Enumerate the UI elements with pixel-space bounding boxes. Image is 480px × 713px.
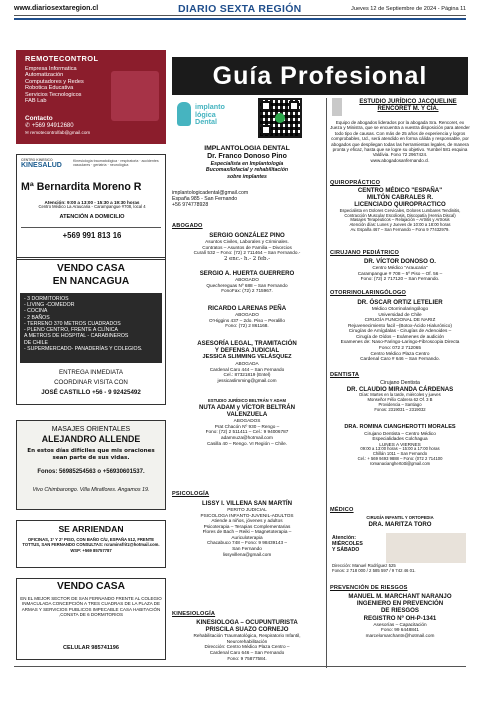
listing-asesoria xyxy=(172,340,322,383)
listing-name: MILTÓN CABRALES R. xyxy=(366,194,434,202)
ad-contact: JOSÉ CASTILLO +56 - 9 92425492 xyxy=(41,389,141,396)
logo-small: CENTRO KINESICO xyxy=(21,158,53,162)
remotecontrol-logo: REMOTECONTROL xyxy=(25,54,99,63)
listing-line: Cirugía de Oídos – Exámenes de audición xyxy=(355,333,445,339)
listing-line: Neurorehabilitación xyxy=(226,638,268,644)
listing-line: marcelomarchantn@hotmail.com xyxy=(365,632,435,638)
listing-beltran-adam xyxy=(172,399,322,446)
listing-donoso xyxy=(330,258,470,282)
listing-letelier xyxy=(330,299,470,362)
listing-line: Carampangue # 708 – 5º Piso – Of. 56 – xyxy=(357,270,443,276)
section-header-prevencion: PREVENCIÓN DE RIESGOS xyxy=(330,585,408,591)
section-header-psicologia: PSICOLOGÍA xyxy=(172,491,210,497)
section-header-kinesiologia: KINESIOLOGÍA xyxy=(172,611,216,617)
site-url: www.diariosextaregion.cl xyxy=(14,5,99,12)
listing-line: Centro Médico "Araucaria" xyxy=(372,265,428,271)
listing-line: Cirugías de Amígdalas - Cirugías de Adenoides – xyxy=(348,328,452,334)
phone: +569 94912680 xyxy=(31,122,74,129)
listing-line: lissyvillena@gmail.com xyxy=(222,551,272,557)
listing-line: adamnuza@hotmail.com xyxy=(221,434,273,440)
mail-icon: ✉ xyxy=(25,129,31,135)
listing-line: Masajes Terapéuticos – Relajación – Artritis y Artrosis xyxy=(350,217,450,223)
listing-name: KINESIOLOGA – OCUPUNTURISTA xyxy=(196,619,298,626)
section-header-dentista: DENTISTA xyxy=(330,372,360,378)
address: España 985 - San Fernando xyxy=(172,196,238,203)
listing-line: Dirección: Manuel Rodríguez 525 xyxy=(332,563,396,568)
listing-name: Y DEFENSA JUDICIAL xyxy=(214,347,280,355)
card-line: sobre implantes xyxy=(227,173,267,180)
robot-image xyxy=(111,71,159,121)
listing-line: Universidad de Chile xyxy=(378,311,422,317)
listing-name: DR. CLAUDIO MIRANDA CÁRDENAS xyxy=(346,386,454,394)
listing-line: jessicaslimming@gmail.com xyxy=(217,377,277,383)
listing-line: Cardenal Caro 444 – San Fernando xyxy=(209,366,285,372)
kinesalud-phone: +569 991 813 16 xyxy=(62,231,122,240)
whatsapp-icon: ✆ xyxy=(25,122,32,129)
listing-line: Cirujano Dentista – Centro Médico xyxy=(364,430,436,436)
ad-title: ALEJANDRO ALLENDE xyxy=(41,434,141,444)
listing-morales xyxy=(330,424,470,467)
listing-line: Examenes de: Naso-Faringo-Laringo-Fibroscopia Directa xyxy=(340,339,460,345)
card-line: Especialista en Implantología xyxy=(210,161,284,168)
listing-line: romanacianghertotti@gmail.com xyxy=(369,461,431,467)
implanto-logo xyxy=(173,98,239,142)
listing-name: REGISTRO Nº OH-P-1341 xyxy=(363,614,437,622)
listing-name: DE RIESGOS xyxy=(381,607,419,615)
listing-line: Fono: 9 75877584. xyxy=(227,655,267,661)
listing-line: Chacabuco 748 – Fono: 9 98439143 – xyxy=(206,540,287,546)
listing-line: Flores de Bach – Reiki – Magnetoterapia – xyxy=(202,529,292,535)
listing-line: ABOGADO xyxy=(235,312,259,318)
listing-line: FonoFax: (72) 2 715967. xyxy=(221,288,273,294)
footer-divider xyxy=(14,666,466,667)
section-header-cirujano: CIRUJANO PEDIÁTRICO xyxy=(330,250,400,256)
listing-gonzalez xyxy=(172,232,322,262)
listing-line: Y SÁBADO xyxy=(332,547,360,554)
qr-corner xyxy=(289,101,299,111)
divider xyxy=(21,227,161,228)
kinesalud-name: Mª Bernardita Moreno R xyxy=(21,181,142,193)
email: implantologicadental@gmail.com xyxy=(172,190,249,196)
address: Centro Médico La Araucaria - Carampangue #708, local 4 xyxy=(38,204,146,210)
card-line: Bucomaxilofacial y rehabilitación xyxy=(205,167,289,174)
listing-name: DRA. MARITZA TORO xyxy=(368,520,432,528)
feature: - 3 DORMITORIOS xyxy=(24,296,69,302)
ad-body: OFICINAS, 1º Y 2º PISO, CON BAÑO C/U, ESPAÑA 512, FRENTE TOTTUS, SAN FERNANDO CONSULTAS: rcraminsfritz@hotmail.com. WSP: +569 85757787 xyxy=(22,537,160,553)
listing-line: Chillán 1011 – San Fernando xyxy=(372,451,428,457)
ad-body: En estos días difíciles que mis oraciones sean parte de sus vidas. xyxy=(27,448,155,461)
listing-line: Providencia – Santiago xyxy=(378,402,422,408)
service-line: Robotica Educativa xyxy=(25,85,74,92)
listing-line: ABOGADA xyxy=(235,360,259,366)
ad-vendo-casa-nancagua xyxy=(16,257,166,405)
listing-name: DR. VÍCTOR DONOSO O. xyxy=(363,258,436,265)
listing-line: Fono: (72) 2 861168. xyxy=(225,323,269,329)
listing-line: Cardenal Caro # 646 – San Fernando. xyxy=(360,356,440,362)
home-visits: ATENCIÓN A DOMICILIO xyxy=(59,214,125,220)
kinesalud-info xyxy=(21,200,163,210)
listing-jacqueline xyxy=(330,120,470,163)
feature: - PLENO CENTRO, FRENTE A CLÍNICA xyxy=(24,327,118,334)
phone-row xyxy=(25,123,90,130)
header-divider-blue xyxy=(14,18,466,20)
listing-line: Atiende a niños, jóvenes y adultos xyxy=(211,518,283,524)
listing-body: Equipo de abogados liderados por la abogada Sra. Rencoret, ex Jueza y Ministra, que se encuentra a vuestra disposición para atender todo tipo de causas. Con más de 25 años de experiencia y logros comprobables, Ud., será atendido en forma cálida y responsable, por abogados que despliegan todas las herramientas legales, de manera pronta y eficaz, hasta que se logre su objetivo. Yumbel 581 esquina Valdivia. Fono 72 2967424. xyxy=(330,120,470,158)
ad-phone: CELULAR 985741196 xyxy=(63,645,119,651)
ad-se-arriendan xyxy=(16,520,166,568)
feature: - 2 BAÑOS xyxy=(24,314,50,321)
listing-name: VALENZUELA xyxy=(226,411,268,419)
section-header-otorrino: OTORRINOLARINGÓLOGO xyxy=(330,290,407,296)
date-page: Jueves 12 de Septiembre de 2024 - Página 11 xyxy=(351,6,466,12)
feature: - LIVING -COMEDOR xyxy=(24,302,75,309)
card-title: IMPLANTOLOGIA DENTAL xyxy=(204,145,290,152)
listing-line: Dirección: Centro Médico Plaza Centro – xyxy=(204,644,290,650)
feature: - COCINA xyxy=(24,308,48,315)
service-line: Automatización xyxy=(25,72,64,79)
listing-line: ABOGADO xyxy=(235,277,259,283)
service-line: FAB Lab xyxy=(25,98,47,105)
listing-line: Especialidades Colchagua xyxy=(372,436,428,442)
listing-name: DRA. ROMINA CIANGHEROTTI MORALES xyxy=(344,424,456,430)
section-header-abogado: ABOGADO xyxy=(172,223,203,229)
listing-line: Contratos – Asuntos de Familia – Divorcios xyxy=(202,244,292,250)
service-line: Empresa Informatica xyxy=(25,66,77,72)
qr-corner xyxy=(261,125,271,135)
listing-line: O'Higgins 437 – 2do. Piso – Peralillo xyxy=(209,317,285,323)
features-box xyxy=(20,293,162,363)
listing-line: Curalí 532 – Fono: (72) 2 711464 – San Fernando.- xyxy=(193,250,301,256)
feature: - TERRENO 370 METROS CUADRADOS xyxy=(24,320,121,327)
whatsapp-icon xyxy=(275,113,285,123)
listing-name: SERGIO A. HUERTA GUERRERO xyxy=(199,270,295,277)
listing-name: MANUEL M. MARCHANT NARANJO xyxy=(348,593,452,600)
listing-line: Av. España 467 – San Fernando – Fono 9 77432979. xyxy=(350,227,450,233)
phone: +56 974778928 xyxy=(172,202,209,209)
listing-line: Fono: (72) 2 717120 – San Fernando. xyxy=(360,276,440,282)
listing-name: LICENCIADO QUIROPRACTICO xyxy=(354,201,446,209)
ad-phones: Fonos: 56985254563 o +56930601537. xyxy=(37,469,145,475)
listing-line: Atención días: Lunes y Jueves de 10:00 a 18:00 horas xyxy=(349,222,451,228)
listing-line: Cardenal Caro 646 – San Fernando xyxy=(209,650,285,656)
ad-remotecontrol xyxy=(16,50,166,144)
listing-huerta xyxy=(172,270,322,294)
section-header-quiropractico: QUIROPRÁCTICO xyxy=(330,180,381,186)
listing-name: RICARDO LARENAS PEÑA xyxy=(207,305,287,312)
listing-line: Fono: 99 6448841 xyxy=(380,627,420,633)
listing-title: ESTUDIO JURÍDICO JACQUELINE RENCORET M. Y CÍA. xyxy=(359,99,457,112)
listing-line: Fonos: 2 718 000 / 2 585 597 / 9 742 46 01. xyxy=(332,568,416,574)
listing-name: NUTA ADAM y VÍCTOR BELTRÁN xyxy=(198,403,296,411)
ad-title: VENDO CASA xyxy=(57,581,125,592)
implanto-card xyxy=(172,145,322,180)
listing-toro-address xyxy=(332,563,472,573)
listing-line: Cel.: + 569 9493 9888 – Fono: (072 2 714100 xyxy=(357,456,443,462)
newspaper-name: DIARIO SEXTA REGIÓN xyxy=(178,3,302,15)
kinesalud-subtitle: Kinesiología traumatológica · respiratoria · accidentes vasculares · geriatría · neurológica xyxy=(73,159,159,168)
listing-espana xyxy=(330,187,470,233)
listing-line: Fono: (72) 2 511411 – Cel.: 9 94006787 xyxy=(205,429,289,435)
listing-line: 2 enc.- h.- 2 feb.- xyxy=(223,255,271,262)
listing-name: INGENIERO EN PREVENCIÓN xyxy=(356,600,444,608)
qr-corner xyxy=(261,101,271,111)
logo-word: implanto xyxy=(195,102,225,111)
listing-line: MIÉRCOLES xyxy=(332,541,363,548)
listing-line: Prat Chacón Nº 930 – Rengo – xyxy=(214,423,280,429)
listing-toro xyxy=(330,516,470,528)
listing-line: Cel.: 87321819 (Entel) xyxy=(223,372,271,378)
listing-line: Cirujano Dentista xyxy=(380,380,420,386)
ad-footer: COORDINAR VISITA CON xyxy=(54,379,128,386)
listing-name: JESSICA SLIMMING VELÁSQUEZ xyxy=(202,354,292,361)
listing-larenas xyxy=(172,305,322,329)
email-row xyxy=(25,130,90,135)
listing-line: 09:00 a 13:00 horas – 15:00 a 17:00 horas xyxy=(360,446,440,452)
ad-vendo-casa-san-fernando xyxy=(16,578,166,660)
listing-name: DR. ÓSCAR ORTIZ LETELIER xyxy=(357,299,443,306)
remotecontrol-services xyxy=(25,66,84,105)
lawyer-photo xyxy=(332,98,342,116)
ad-kinesalud xyxy=(16,154,166,260)
listing-line: Especialista en Dolores Cervicales, Dolores Lumbares Tendinitis, Contracción Muscular Escoliosis, Discopatía (Hernia Discal) xyxy=(339,207,461,218)
listing-line: ABOGADOS xyxy=(233,418,261,424)
listing-line: Asuntos Civiles, Laborales y Criminales. xyxy=(205,239,289,245)
listing-line: Centro Médico Plaza Centro xyxy=(370,350,430,356)
listing-villena xyxy=(172,500,322,557)
guide-banner: Guía Profesional xyxy=(172,57,468,95)
listing-name: CENTRO MÉDICO "ESPAÑA" xyxy=(357,187,443,194)
listing-line: Atención: xyxy=(332,535,356,541)
column-divider xyxy=(326,98,327,668)
ad-title: VENDO CASA xyxy=(57,263,125,274)
listing-toro-hours xyxy=(332,535,382,554)
listing-line: Rehabilitación Traumatológica, Respiratorio Infantil, xyxy=(193,633,301,639)
listing-line: CIRUGÍA FUNCIONAL DE NARIZ xyxy=(364,317,436,323)
listing-line: Casilla 40 – Rengo. VI Región – Chile. xyxy=(207,440,287,446)
email: remotecontrolfab@gmail.com xyxy=(30,129,91,135)
doctor-photo xyxy=(386,533,466,563)
service-line: Servicios Tecnologicos xyxy=(25,91,82,98)
kinesalud-logo xyxy=(21,158,62,170)
listing-line: Rejuvenecimiento facil –(Botox-Ácido Hialurónico) xyxy=(348,322,452,328)
listing-line: CIRUGÍA INFANTIL Y ORTOPEDIA xyxy=(366,515,434,520)
listing-line: Auriculoterapia xyxy=(231,534,263,540)
listing-line: Médico Otorrinolaringólogo xyxy=(371,306,429,312)
listing-line: Monseñor Félix Cabrera 62 Of. 3 B xyxy=(367,397,433,403)
ad-title: EN NANCAGUA xyxy=(52,276,130,287)
section-header-medico: MÉDICO xyxy=(330,507,354,513)
logo-word: lógica xyxy=(195,109,216,119)
listing-cardenas xyxy=(330,380,470,413)
tooth-icon xyxy=(177,102,191,126)
listing-name: PRISCILA SUAZO CORNEJO xyxy=(205,626,289,634)
ad-title: MASAJES ORIENTALES xyxy=(51,426,131,433)
listing-line: Psicoterapia – Terapias Complementarias xyxy=(203,523,291,529)
listing-name: LISSY I. VILLENA SAN MARTÍN xyxy=(201,500,293,507)
implanto-contact xyxy=(172,190,322,208)
listing-name: SERGIO GONZÁLEZ PINO xyxy=(209,232,285,239)
service-line: Computadores y Redes xyxy=(25,78,84,85)
feature: DE CHILE xyxy=(24,339,48,346)
listing-line: Días: Martes en la tarde, miércoles y jueves xyxy=(359,392,441,398)
listing-line: Asesorías – Capacitación xyxy=(373,621,427,627)
listing-naranjo xyxy=(330,593,470,638)
hours: Atención: 9:00 a 13:00 - 15:30 a 19:30 horas xyxy=(44,200,140,205)
header-divider xyxy=(14,15,466,16)
ad-address: Vivo Chimbarongo. Villa Miraflores. Angamos 19. xyxy=(32,487,150,493)
ad-title: SE ARRIENDAN xyxy=(58,524,124,534)
listing-name: ASESORÍA LEGAL, TRAMITACIÓN xyxy=(197,340,297,347)
listing-line: LUNES A VIERNES xyxy=(379,441,421,447)
listing-line: Fonos: 2319031 – 2319032 xyxy=(374,407,426,413)
listing-line: PERITO JUDICIAL xyxy=(227,507,267,513)
listing-suazo xyxy=(172,619,322,661)
remotecontrol-contact xyxy=(25,115,90,135)
card-name: Dr. Franco Donoso Pino xyxy=(207,153,287,161)
listing-line: PSICOLOGA INFANTO-JUVENIL-ADULTOS xyxy=(200,512,294,518)
ad-masajes xyxy=(16,420,166,510)
feature: - SUPERMERCADO- PANADERÍAS Y COLEGIOS. xyxy=(24,345,143,352)
ad-footer: ENTREGA INMEDIATA xyxy=(58,369,124,376)
listing-line: ESTUDIO JURÍDICO BELTRÁN Y ADAM xyxy=(207,398,287,403)
logo-text: KINESALUD xyxy=(21,162,62,170)
listing-web: www.abogadosanfernando.cl. xyxy=(370,157,430,163)
implanto-logo-text xyxy=(195,103,225,126)
listing-line: Fono: 072 2 712065 xyxy=(379,345,421,351)
qr-code xyxy=(258,98,302,138)
listing-line: Quechereguas Nº 688 – San Fernando xyxy=(206,282,288,288)
logo-word: Dental xyxy=(195,117,217,127)
listing-line: San Fernando xyxy=(232,546,262,552)
feature: A METROS DE HOSPITAL - CARABINEROS xyxy=(24,333,129,340)
ad-body: EN EL MEJOR SECTOR DE SAN FERNANDO FRENTE AL COLEGIO INMACULADA CONCEPCIÓN A TRES CUADRAS DE LA PLAZA DE ARMAS Y SERVICIOS PUBLICOS IMPECABLE CASA HABITACIÓN ,CONSTA DE 6 DORMITORIOS xyxy=(20,596,162,618)
contact-label: Contacto xyxy=(25,115,53,122)
